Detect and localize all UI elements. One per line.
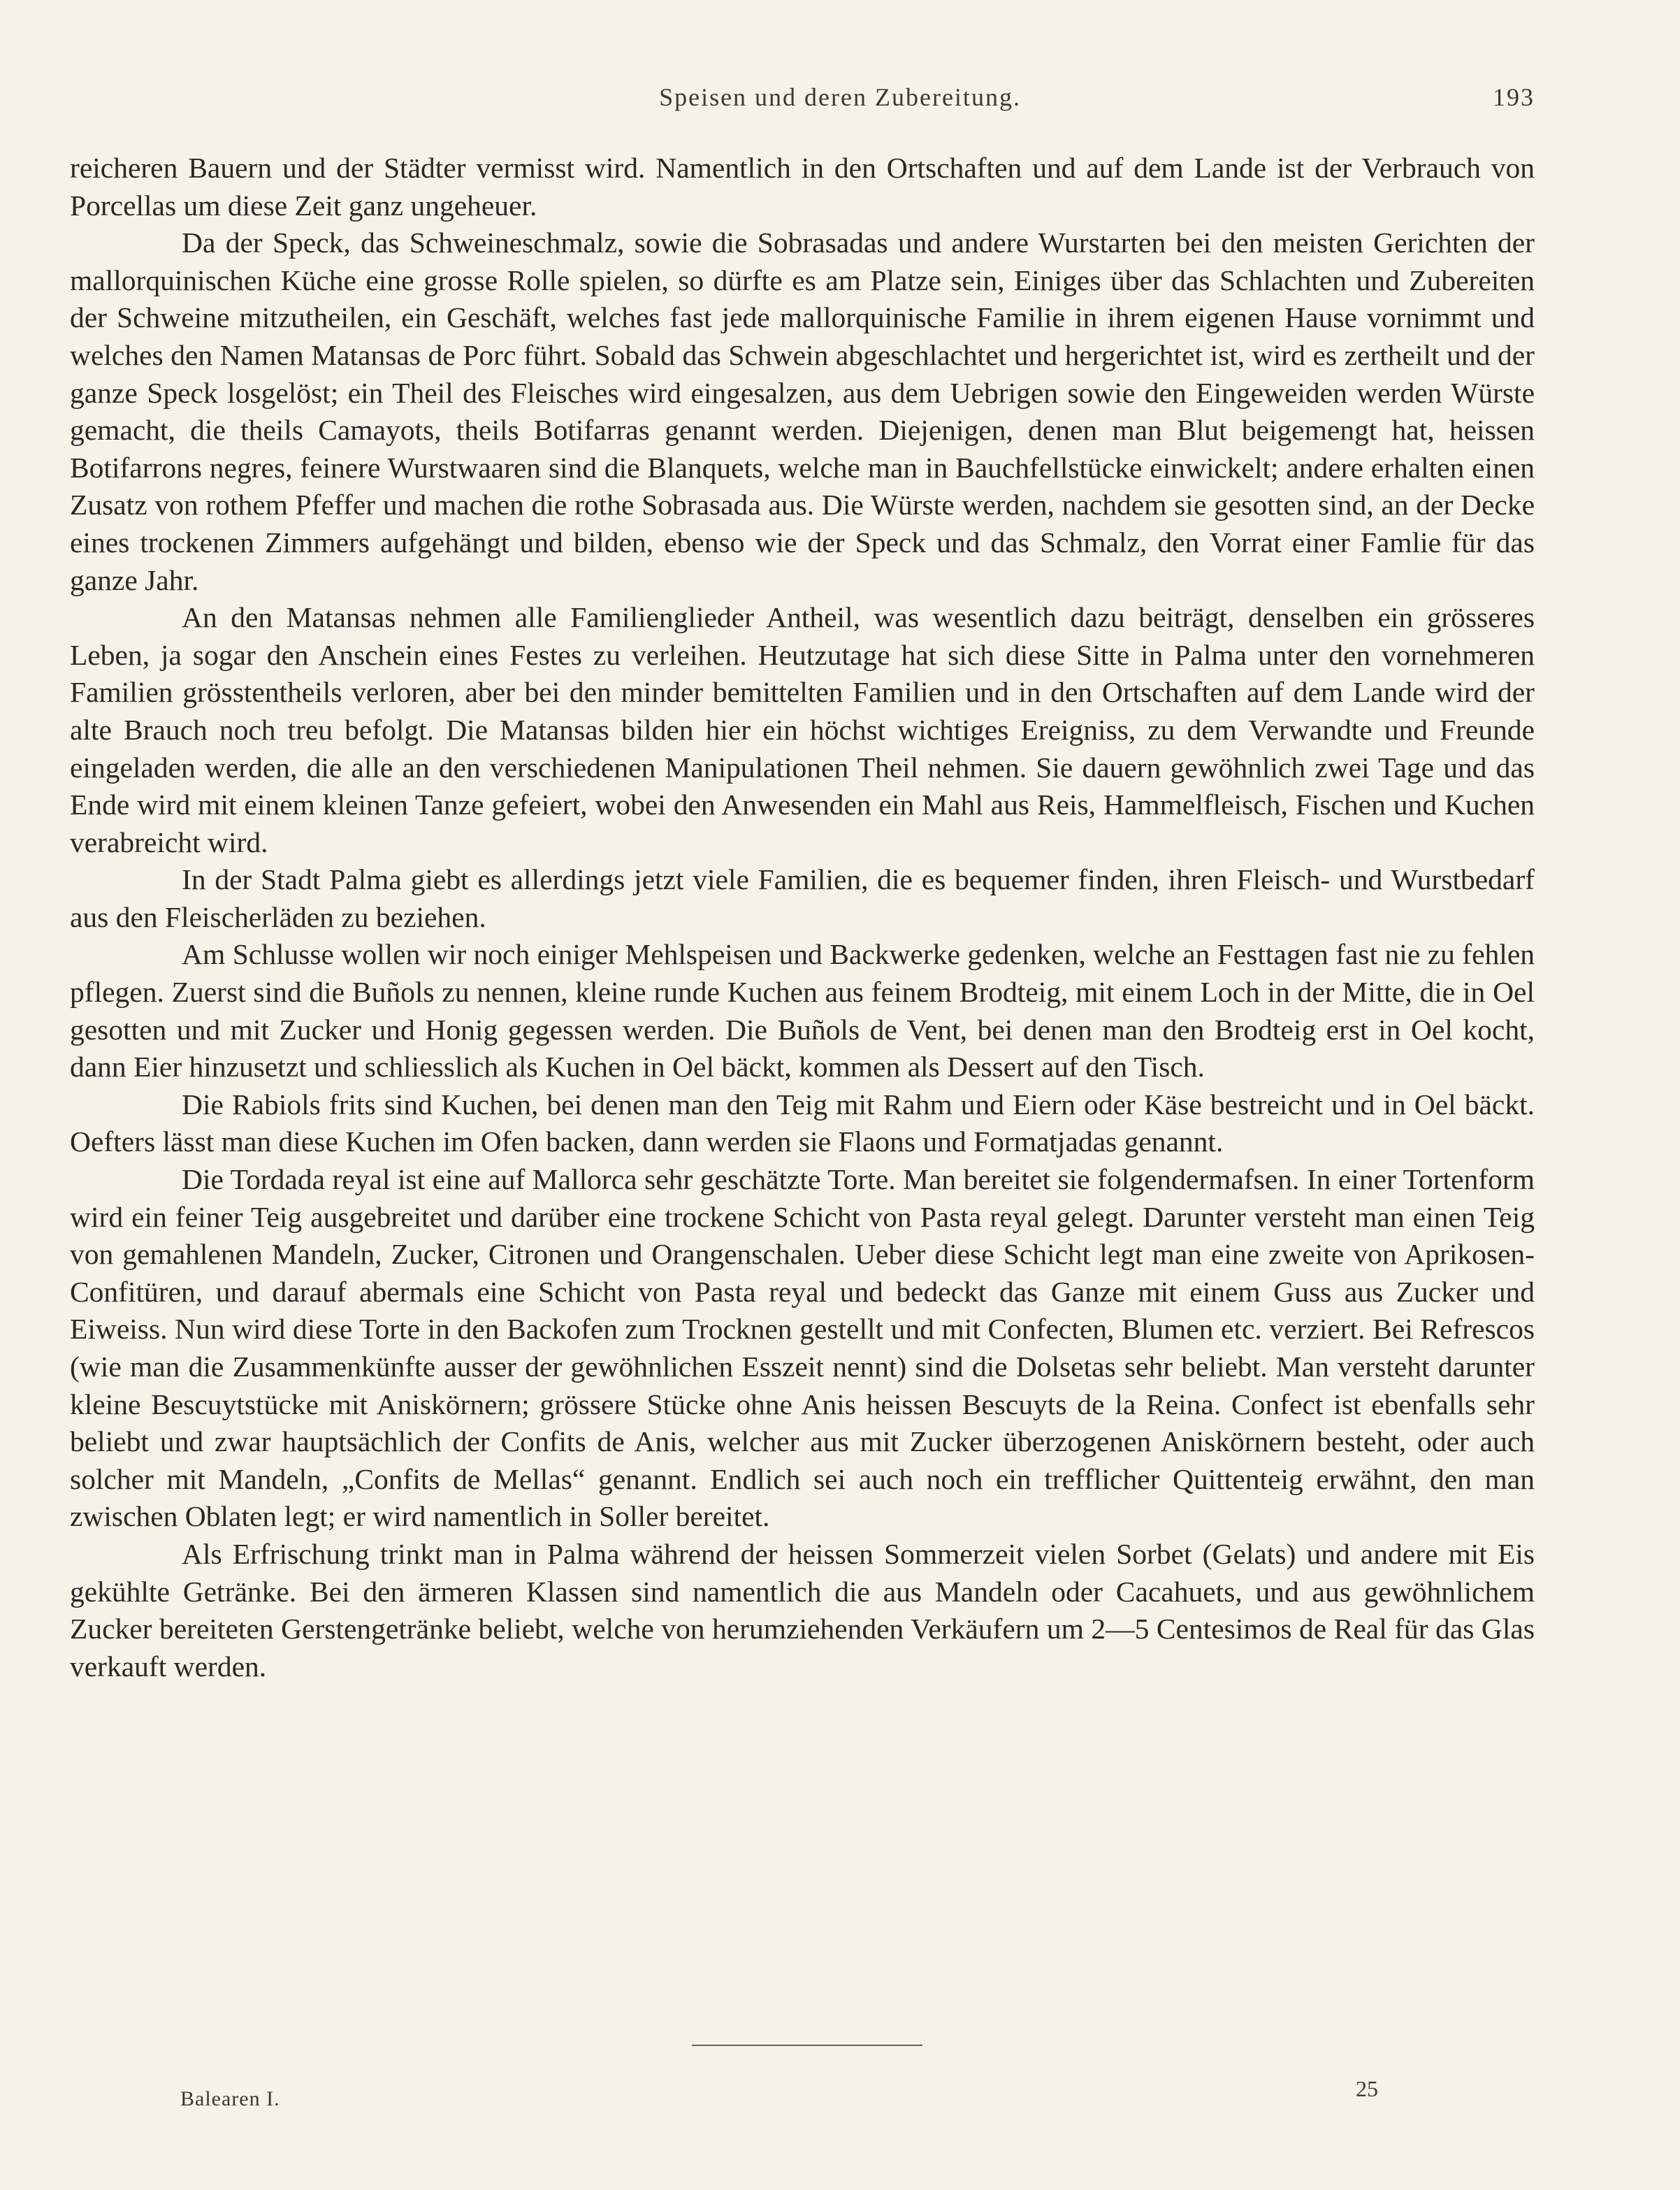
paragraph-refreshments: Als Erfrischung trinkt man in Palma während der heissen Sommerzeit vielen Sorbet (Gelats) und andere mit Eis gekühlte Getränke. Bei den ärmeren Klassen sind namentlich die aus Mandeln oder Cacahuets, und aus gewöhnlichem Zucker bereiteten Gerstengetränke beliebt, welche von herumziehenden Verkäufern um 2—5 Centesimos de Real für das Glas verkauft werden. bbox=[70, 1537, 1535, 1683]
paragraph-matansas-family: An den Matansas nehmen alle Familienglieder Antheil, was wesentlich dazu beiträgt, denselben ein grösseres Leben, ja sogar den Anschein eines Festes zu verleihen. Heutzutage hat sich diese Sitte in Palma unter den vornehmeren Familien grösstentheils verloren, aber bei den minder bemittelten Familien und in den Ortschaften auf dem Lande wird der alte Brauch noch treu befolgt. Die Matansas bilden hier ein höchst wichtiges Ereigniss, zu dem Verwandte und Freunde eingeladen werden, die alle an den verschiedenen Manipulationen Theil nehmen. Sie dauern gewöhnlich zwei Tage und das Ende wird mit einem kleinen Tanze gefeiert, wobei den Anwesenden ein Mahl aus Reis, Hammelfleisch, Fischen und Kuchen verabreicht wird. bbox=[70, 601, 1535, 858]
body-text bbox=[70, 150, 1535, 1685]
paragraph-rabiols: Die Rabiols frits sind Kuchen, bei denen man den Teig mit Rahm und Eiern oder Käse bestreicht und in Oel bäckt. Oefters lässt man diese Kuchen im Ofen backen, dann werden sie Flaons und Formatjadas genannt. bbox=[70, 1088, 1535, 1158]
footer-signature: Balearen I. bbox=[180, 2087, 280, 2110]
paragraph-matansas-intro: Da der Speck, das Schweineschmalz, sowie die Sobrasadas und andere Wurstarten bei den meisten Gerichten der mallorquinischen Küche eine grosse Rolle spielen, so dürfte es am Platze sein, Einiges über das Schlachten und Zubereiten der Schweine mitzutheilen, ein Geschäft, welches fast jede mallorquinische Familie in ihrem eigenen Hause vornimmt und welches den Namen Matansas de Porc führt. Sobald das Schwein abgeschlachtet und hergerichtet ist, wird es zertheilt und der ganze Speck losgelöst; ein Theil des Fleisches wird eingesalzen, aus dem Uebrigen sowie den Eingeweiden werden Würste gemacht, die theils Camayots, theils Botifarras genannt werden. Diejenigen, denen man Blut beigemengt hat, heissen Botifarrons negres, feinere Wurstwaaren sind die Blanquets, welche man in Bauchfellstücke einwickelt; andere erhalten einen Zusatz von rothem Pfeffer und machen die rothe Sobrasada aus. Die Würste werden, nachdem sie gesotten sind, an der Decke eines trockenen Zimmers aufgehängt und bilden, ebenso wie der Speck und das Schmalz, den Vorrat einer Famlie für das ganze Jahr. bbox=[70, 226, 1535, 596]
page-number: 193 bbox=[1493, 83, 1535, 111]
running-title: Speisen und deren Zubereitung. bbox=[659, 83, 1021, 111]
running-head bbox=[0, 82, 1680, 124]
paragraph-bunols: Am Schlusse wollen wir noch einiger Mehlspeisen und Backwerke gedenken, welche an Festtagen fast nie zu fehlen pflegen. Zuerst sind die Buñols zu nennen, kleine runde Kuchen aus feinem Brodteig, mit einem Loch in der Mitte, die in Oel gesotten und mit Zucker und Honig gegessen werden. Die Buñols de Vent, bei denen man den Brodteig erst in Oel kocht, dann Eier hinzusetzt und schliesslich als Kuchen in Oel bäckt, kommen als Dessert auf den Tisch. bbox=[70, 938, 1535, 1083]
section-end-rule bbox=[692, 2045, 922, 2046]
footer-sheet-number: 25 bbox=[1356, 2076, 1378, 2101]
paragraph-tordada: Die Tordada reyal ist eine auf Mallorca sehr geschätzte Torte. Man bereitet sie folgendermafsen. In einer Tortenform wird ein feiner Teig ausgebreitet und darüber eine trockene Schicht von Pasta reyal gelegt. Darunter versteht man einen Teig von gemahlenen Mandeln, Zucker, Citronen und Orangenschalen. Ueber diese Schicht legt man eine zweite von Aprikosen-Confitüren, und darauf abermals eine Schicht von Pasta reyal und bedeckt das Ganze mit einem Guss aus Zucker und Eiweiss. Nun wird diese Torte in den Backofen zum Trocknen gestellt und mit Confecten, Blumen etc. verziert. Bei Refrescos (wie man die Zusammenkünfte ausser der gewöhnlichen Esszeit nennt) sind die Dolsetas sehr beliebt. Man versteht darunter kleine Bescuytstücke mit Aniskörnern; grössere Stücke ohne Anis heissen Bescuyts de la Reina. Confect ist ebenfalls sehr beliebt und zwar hauptsächlich der Confits de Anis, welcher aus mit Zucker überzogenen Aniskörnern besteht, oder auch solcher mit Mandeln, „Confits de Mellas“ genannt. Endlich sei auch noch ein trefflicher Quittenteig erwähnt, den man zwischen Oblaten legt; er wird namentlich in Soller bereitet. bbox=[70, 1163, 1535, 1533]
paragraph-palma-butchers: In der Stadt Palma giebt es allerdings jetzt viele Familien, die es bequemer finden, ihren Fleisch- und Wurstbedarf aus den Fleischerläden zu beziehen. bbox=[70, 863, 1535, 933]
paragraph-continuation: reicheren Bauern und der Städter vermisst wird. Namentlich in den Ortschaften und auf dem Lande ist der Verbrauch von Porcellas um diese Zeit ganz ungeheuer. bbox=[70, 152, 1535, 222]
